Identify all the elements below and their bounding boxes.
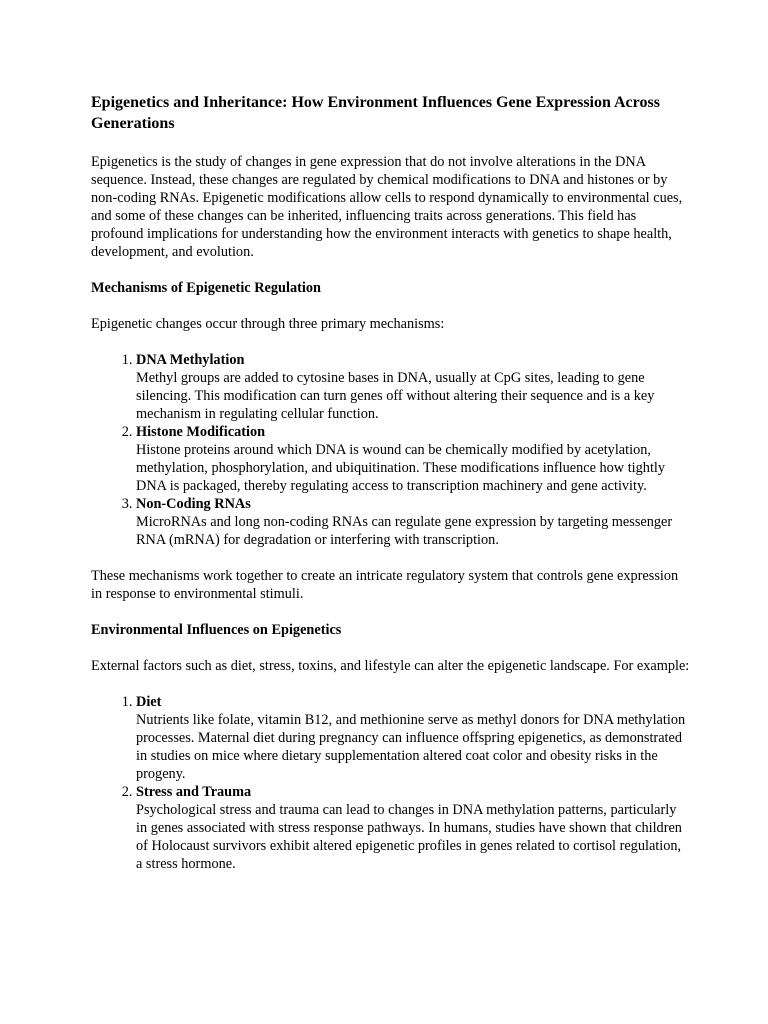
environmental-lead: External factors such as diet, stress, toxins, and lifestyle can alter the epigenetic landscape. For example:	[91, 658, 690, 674]
list-item-description: Psychological stress and trauma can lead to changes in DNA methylation patterns, particularly in genes associated with stress response pathways. In humans, studies have shown that children of Holocaust survivors exhibit altered epigenetic profiles in genes related to cortisol regulation, a stress hormone.	[136, 802, 682, 872]
mechanisms-summary: These mechanisms work together to create an intricate regulatory system that controls gene expression in response to environmental stimuli.	[91, 568, 679, 602]
list-item-title: 2. Histone Modification	[136, 424, 266, 440]
document-title: Epigenetics and Inheritance: How Environment Influences Gene Expression Across Generations	[91, 94, 660, 132]
list-item	[136, 495, 691, 549]
mechanisms-list	[91, 351, 691, 549]
section-heading-environmental: Environmental Influences on Epigenetics	[91, 622, 342, 638]
mechanisms-lead: Epigenetic changes occur through three primary mechanisms:	[91, 316, 445, 332]
list-item-description: Methyl groups are added to cytosine bases in DNA, usually at CpG sites, leading to gene silencing. This modification can turn genes off without altering their sequence and is a key mechanism in regulating cellular function.	[136, 370, 655, 422]
list-item-description: Histone proteins around which DNA is wound can be chemically modified by acetylation, methylation, phosphorylation, and ubiquitination. These modifications influence how tightly DNA is packaged, thereby regulating access to transcription machinery and gene activity.	[136, 442, 666, 494]
list-item	[136, 783, 691, 873]
list-item-description: MicroRNAs and long non-coding RNAs can regulate gene expression by targeting messenger RNA (mRNA) for degradation or interfering with transcription.	[136, 514, 673, 548]
intro-paragraph: Epigenetics is the study of changes in gene expression that do not involve alterations in the DNA sequence. Instead, these changes are regulated by chemical modifications to DNA and histones or by non-coding RNAs. Epigenetic modifications allow cells to respond dynamically to environmental cues, and some of these changes can be inherited, influencing traits across generations. This field has profound implications for understanding how the environment interacts with genetics to shape health, development, and evolution.	[91, 154, 683, 260]
list-item	[136, 351, 691, 423]
list-item	[136, 423, 691, 495]
document-page	[91, 92, 691, 891]
list-item-description: Nutrients like folate, vitamin B12, and methionine serve as methyl donors for DNA methylation processes. Maternal diet during pregnancy can influence offspring epigenetics, as demonstrated in studies on mice where dietary supplementation altered coat color and obesity risks in the progeny.	[136, 712, 686, 782]
list-item	[136, 693, 691, 783]
list-item-title: 1. DNA Methylation	[136, 352, 245, 368]
list-item-title: 2. Stress and Trauma	[136, 784, 252, 800]
list-item-title: 1. Diet	[136, 694, 162, 710]
section-heading-mechanisms: Mechanisms of Epigenetic Regulation	[91, 280, 321, 296]
environmental-list	[91, 693, 691, 873]
list-item-title: 3. Non-Coding RNAs	[136, 496, 251, 512]
